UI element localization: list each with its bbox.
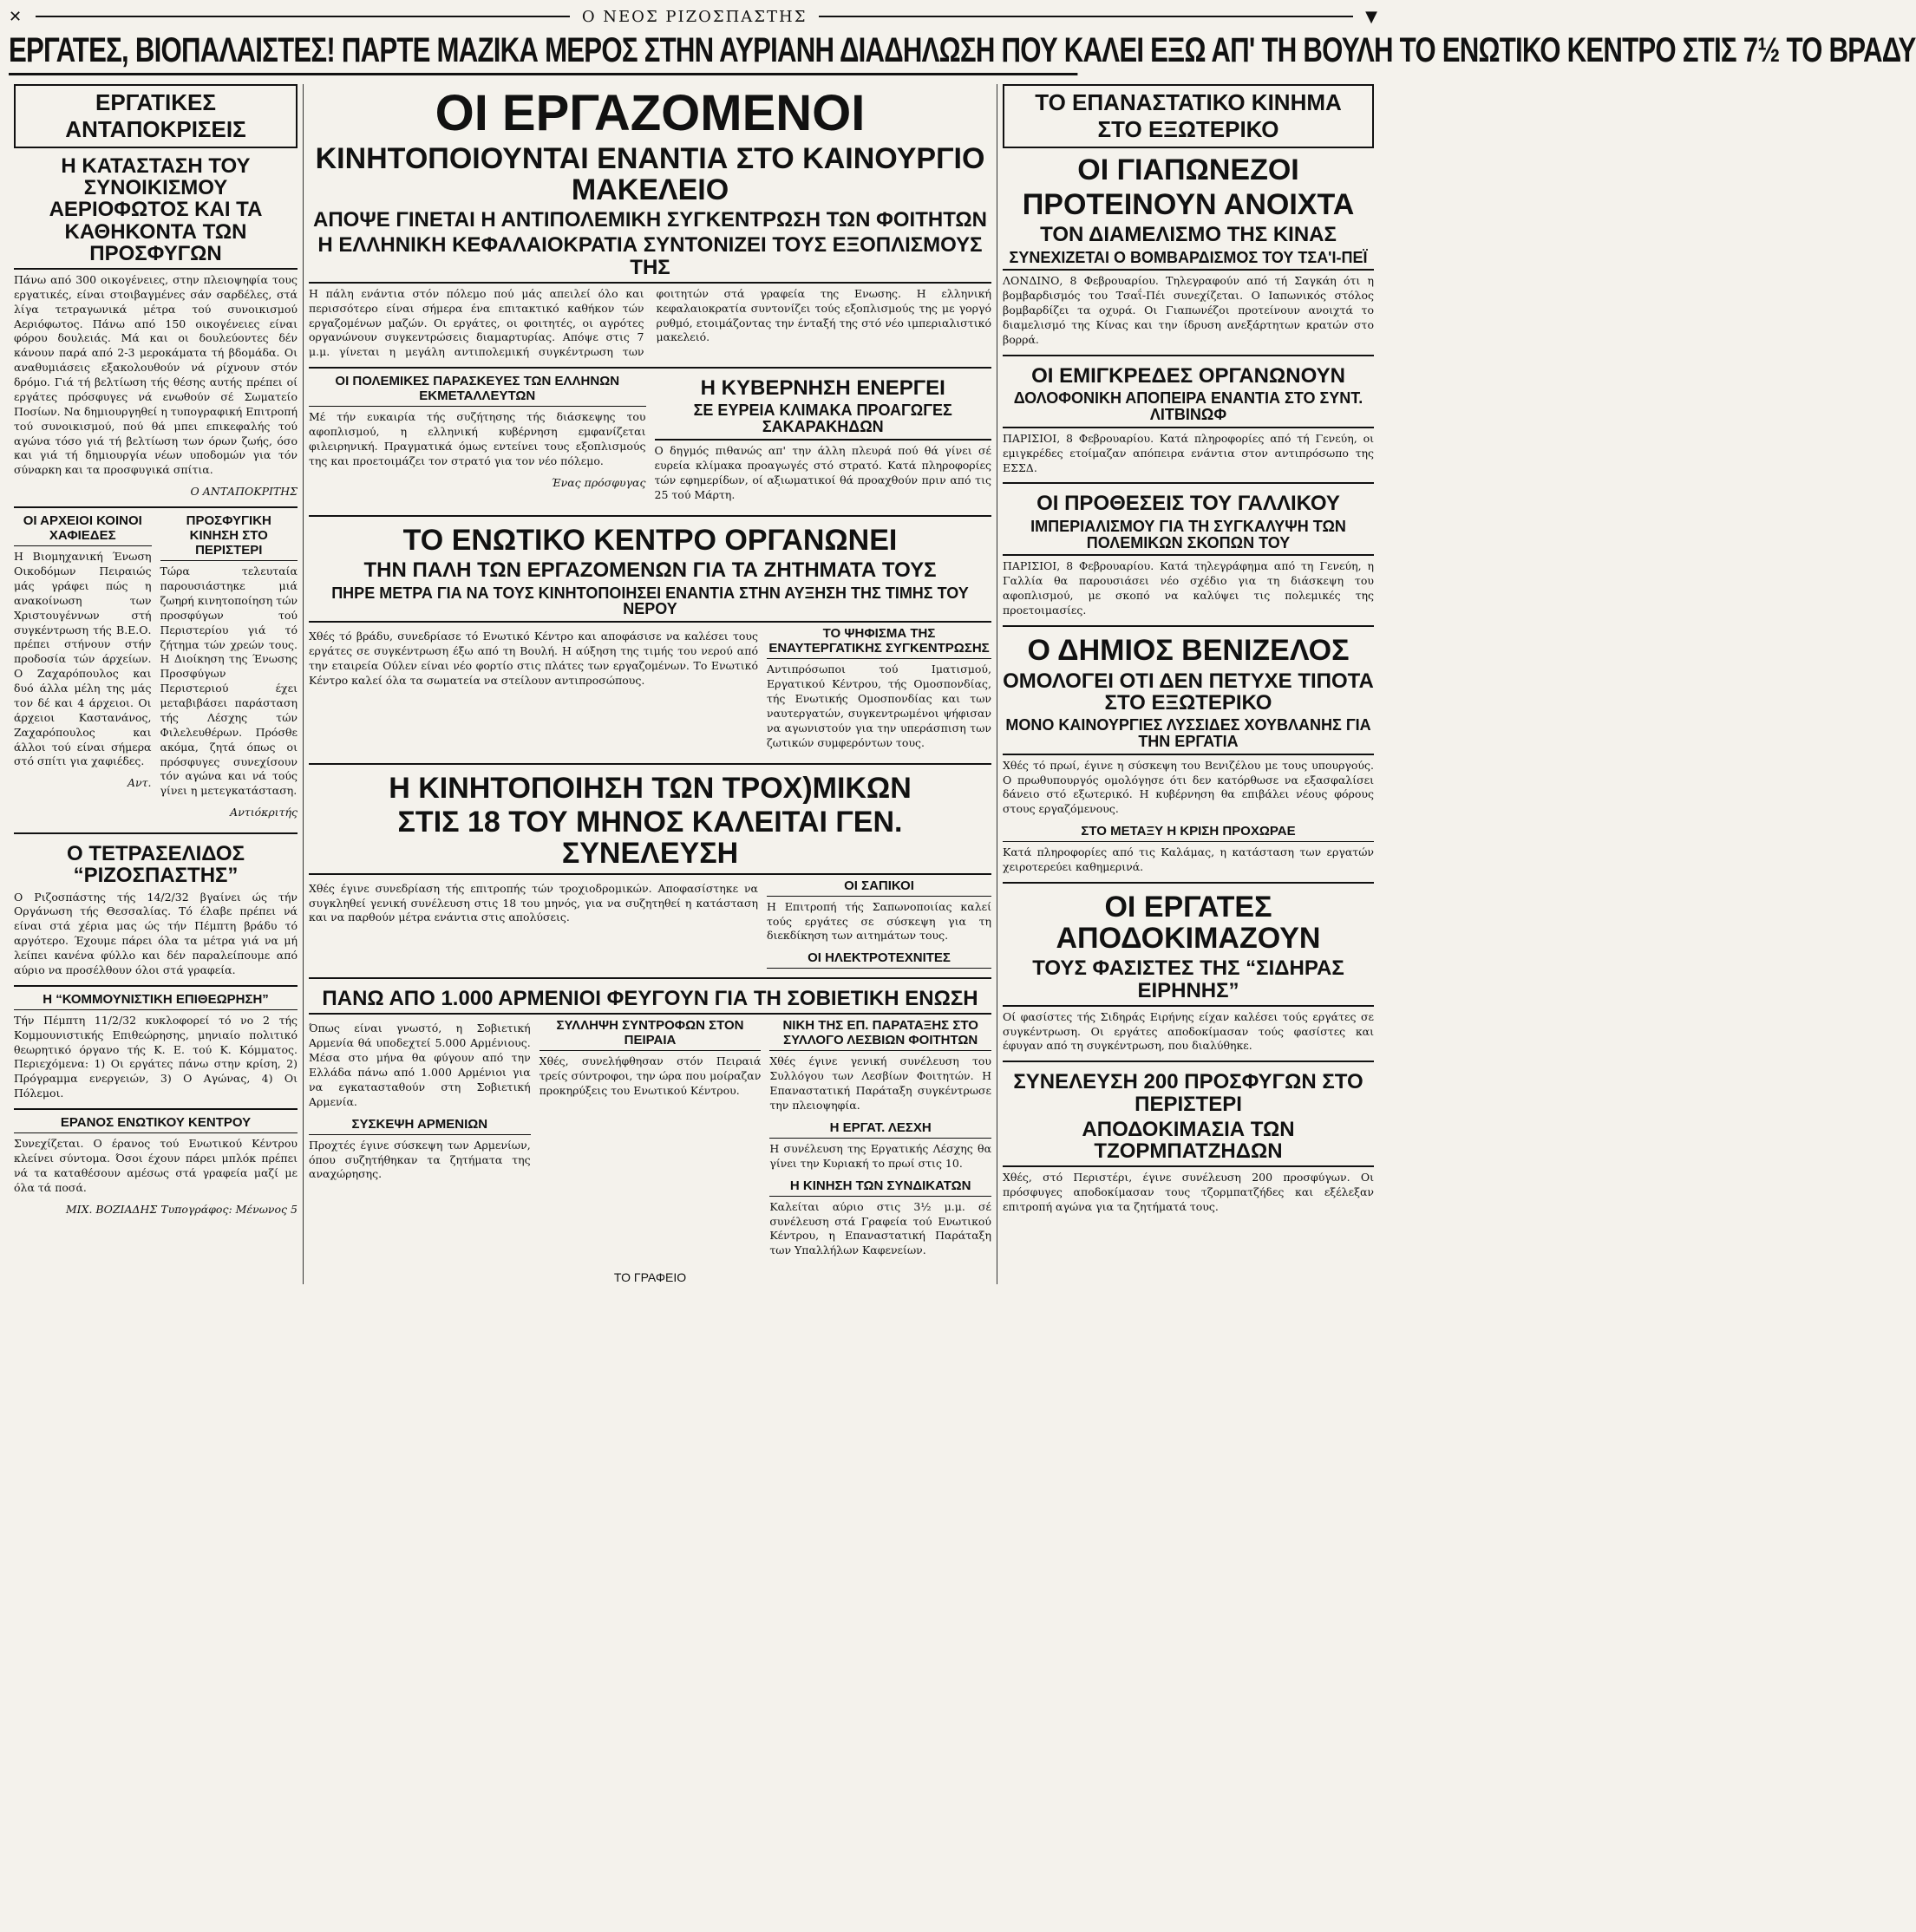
syllipsi <box>539 1018 762 1265</box>
syskepsi-title: ΣΥΣΚΕΨΗ ΑΡΜΕΝΙΩΝ <box>309 1117 531 1135</box>
ek-article <box>309 515 991 758</box>
jp-body: ΛΟΝΔΙΝΟ, 8 Φεβρουαρίου. Τηλεγραφούν από τή Σαγκάη ότι η βομβαρδισμός του Τσαΐ-Πέι συνεχίζεται. Ο Ιαπωνικός στόλος βομβαρδίζει τα οχυρά. Οι Γιαπωνέζοι προτείνουν ανοιχτά το διαμελισμό της Κίνας και την ίδρυση ανεξάρτητων κρατών στο βορρά. <box>1003 274 1374 346</box>
gall-subtitle: ΙΜΠΕΡΙΑΛΙΣΜΟΥ ΓΙΑ ΤΗ ΣΥΓΚΑΛΥΨΗ ΤΩΝ ΠΟΛΕΜΙΚΩΝ ΣΚΟΠΩΝ ΤΟΥ <box>1003 519 1374 557</box>
sapikoi-body: Η Επιτροπή τής Σαπωνοποιίας καλεί τούς εργάτες σε σύσκεψη για τη διεκδίκηση των αιτημάτων τους. <box>767 899 991 943</box>
armenians-col <box>309 1018 531 1265</box>
syndikata-body: Καλείται αύριο στις 3½ μ.μ. σέ συνέλευση στά Γραφεία τού Ενωτικού Κέντρου, η Επαναστατική Παράταξη των Υπαλλήλων Καφενείων. <box>769 1199 992 1257</box>
sapikoi <box>767 878 991 973</box>
armenians-article <box>309 977 991 1284</box>
box-title: ΟΙ ΠΟΛΕΜΙΚΕΣ ΠΑΡΑΣΚΕΥΕΣ ΤΩΝ ΕΛΛΗΝΩΝ ΕΚΜΕΤΑΛΛΕΥΤΩΝ <box>309 374 646 407</box>
article3-body: Τώρα τελευταία παρουσιάστηκε μιά ζωηρή κινητοποίηση τών προσφύγων τού Περιστερίου γιά τό ζήτημα τών χρεών τους. Η Διοίκηση της Ένωσης Προσφύγων Περιστεριού έχει μεταβιβάσει παράσταση τής Λέσχης τών Φιλελευθέρων. Πρόσθε ακόμα, ζητά όπως οι πρόσφυγες συνεχίσουν τόν αγώνα και νά τούς γίνει η μετεγκατάσταση. <box>160 565 298 798</box>
ek-row <box>309 626 991 757</box>
article5-title: Η “ΚΟΜΜΟΥΝΙΣΤΙΚΗ ΕΠΙΘΕΩΡΗΣΗ” <box>14 992 298 1010</box>
masthead-rule-right <box>819 16 1353 17</box>
masthead-mark-right: ▼ <box>1365 7 1380 26</box>
fasc-subtitle: ΤΟΥΣ ΦΑΣΙΣΤΕΣ ΤΗΣ “ΣΙΔΗΡΑΣ ΕΙΡΗΝΗΣ” <box>1003 957 1374 1006</box>
article6-body: Συνεχίζεται. Ο έρανος τού Ενωτικού Κέντρου κλείνει σύντομα. Όσοι έχουν πάρει μπλόκ πρέπει νά τα καταθέσουν αμέσως στά γραφεία μαζί με όλα τά ποσά. <box>14 1137 298 1194</box>
veniz-body: Χθές τό πρωί, έγινε η σύσκεψη του Βενιζέλου με τους υπουργούς. Ο πρωθυπουργός ομολόγησε ότι δεν κατόρθωσε να εξασφαλίσει δάνειο στό εξωτερικό. Η κυβέρνηση θα επιβάλει νέους φόρους στους εργαζόμενους. <box>1003 758 1374 816</box>
syllipsi-title: ΣΥΛΛΗΨΗ ΣΥΝΤΡΟΦΩΝ ΣΤΟΝ ΠΕΙΡΑΙΑ <box>539 1018 762 1051</box>
article5 <box>14 985 298 1101</box>
lesxi-title: Η ΕΡΓΑΤ. ΛΕΣΧΗ <box>769 1120 991 1139</box>
tzorb-body: Χθές, στό Περιστέρι, έγινε συνέλευση 200 προσφύγων. Οι πρόσφυγες αποδοκίμασαν τους τζορμπατζήδες και εξέλεξαν επιτροπή αγώνα για τα ζητήματά τους. <box>1003 1171 1374 1213</box>
armenians-body: Όπως είναι γνωστό, η Σοβιετική Αρμενία θά υποδεχτεί 5.000 Αρμένιους. Μέσα στο μήνα θα φύγουν από την Ελλάδα πάνω από 1.000 Αρμένιοι για να εγκατασταθούν στη Σοβιετική Αρμενία. <box>309 1021 531 1108</box>
columns <box>9 84 1379 1284</box>
left-column <box>9 84 304 1284</box>
gall-body: ΠΑΡΙΣΙΟΙ, 8 Φεβρουαρίου. Κατά τηλεγράφημα από τη Γενεύη, η Γαλλία θα παρουσιάσει νέο σχέδιο για τη διάσκεψη του αφοπλισμού, με σκοπό να καλύψει τις πολεμικές της προετοιμασίες. <box>1003 559 1374 617</box>
psifisma <box>767 626 991 757</box>
jp-subtitle-2: ΤΟΝ ΔΙΑΜΕΛΙΣΜΟ ΤΗΣ ΚΙΝΑΣ <box>1040 223 1337 247</box>
gov-subtitle: ΣΕ ΕΥΡΕΙΑ ΚΛΙΜΑΚΑ ΠΡΟΑΓΩΓΕΣ ΣΑΚΑΡΑΚΗΔΩΝ <box>655 402 992 441</box>
gall-title: ΟΙ ΠΡΟΘΕΣΕΙΣ ΤΟΥ ΓΑΛΛΙΚΟΥ <box>1036 492 1340 516</box>
veniz-article <box>1003 625 1374 875</box>
center-footer: ΤΟ ΓΡΑΦΕΙΟ <box>613 1270 687 1285</box>
masthead <box>9 5 1379 28</box>
veniz-subtitle: ΟΜΟΛΟΓΕΙ ΟΤΙ ΔΕΝ ΠΕΤΥΧΕ ΤΙΠΟΤΑ ΣΤΟ ΕΞΩΤΕΡΙΚΟ <box>1003 669 1374 715</box>
tzorb-article <box>1003 1061 1374 1214</box>
center-column <box>304 84 997 1284</box>
sapikoi-title: ΟΙ ΣΑΠΙΚΟΙ <box>767 878 991 897</box>
center-row-1 <box>309 367 991 509</box>
emigr-article <box>1003 355 1374 476</box>
box-sign: Ένας πρόσφυγας <box>551 475 646 489</box>
article6 <box>14 1108 298 1196</box>
veniz-subtitle-2: ΜΟΝΟ ΚΑΙΝΟΥΡΓΙΕΣ ΛΥΣΣΙΔΕΣ ΧΟΥΒΛΑΝΗΣ ΓΙΑ ΤΗΝ ΕΡΓΑΤΙΑ <box>1003 717 1374 755</box>
ek-body: Χθές τό βράδυ, συνεδρίασε τό Ενωτικό Κέντρο και αποφάσισε να καλέσει τους εργάτες σε συγκέντρωση έξω από τη Βουλή. Η αύξηση της τιμής του νερού από την εταιρεία Ούλεν είναι νέο φορτίο στις πλάτες των εργαζομένων. Το Ενωτικό Κέντρο καλεί όλα τα σωματεία να στείλουν αντιπροσώπους. <box>309 630 758 687</box>
krisi-body: Κατά πληροφορίες από τις Καλάμας, η κατάσταση των εργατών χειροτερεύει καθημερινά. <box>1003 845 1374 874</box>
ek-subtitle: ΤΗΝ ΠΑΛΗ ΤΩΝ ΕΡΓΑΖΟΜΕΝΩΝ ΓΙΑ ΤΑ ΖΗΤΗΜΑΤΑ ΤΟΥΣ <box>363 558 937 583</box>
ilektro-title: ΟΙ ΗΛΕΚΤΡΟΤΕΧΝΙΤΕΣ <box>767 950 991 969</box>
syndikata-title: Η ΚΙΝΗΣΗ ΤΩΝ ΣΥΝΔΙΚΑΤΩΝ <box>769 1178 991 1197</box>
lead-subtitle: ΚΙΝΗΤΟΠΟΙΟΥΝΤΑΙ ΕΝΑΝΤΙΑ ΣΤΟ ΚΑΙΝΟΥΡΓΙΟ ΜΑΚΕΛΕΙΟ <box>315 141 985 206</box>
article1-title: Η ΚΑΤΑΣΤΑΣΗ ΤΟΥ ΣΥΝΟΙΚΙΣΜΟΥ ΑΕΡΙΟΦΩΤΟΣ ΚΑΙ ΤΑ ΚΑΘΗΚΟΝΤΑ ΤΩΝ ΠΡΟΣΦΥΓΩΝ <box>14 155 298 270</box>
niki-body: Χθές έγινε γενική συνέλευση του Συλλόγου των Λεσβίων Φοιτητών. Η Επαναστατική Παράταξη συγκέντρωσε την πλειοψηφία. <box>769 1054 992 1113</box>
fasc-title: ΟΙ ΕΡΓΑΤΕΣ ΑΠΟΔΟΚΙΜΑΖΟΥΝ <box>1056 890 1321 955</box>
box-body: Μέ τήν ευκαιρία τής συζήτησης τής διάσκεψης του αφοπλισμού, η ελληνική κυβέρνηση εμφανίζεται φιλειρηνική. Πραγματικά όμως εντείνει τους εξοπλισμούς της και προετοιμάζει τον στρατό για τον νέο πόλεμο. <box>309 410 646 467</box>
article4 <box>14 832 298 978</box>
syneleusi-title: ΣΥΝΕΛΕΥΣΗ 200 ΠΡΟΣΦΥΓΩΝ ΣΤΟ ΠΕΡΙΣΤΕΡΙ <box>1013 1070 1363 1116</box>
article1-body: Πάνω από 300 οικογένειες, στην πλειοψηφία τους εργατικές, είναι στοιβαγμένες σάν σαρδέλες, στά λίγα τετραγωνικά μέτρα τού συνοικισμού Αεριόφωτος. Πάνω από 150 οικογένειες είναι φόρου δουλειάς. Μά και οι δουλεύοντες δέν κάνουν παρά από 2-3 μεροκάματα τή βδομάδα. Οι αναθυμιάσεις εξακολουθούν νά ρίχνουν στόν δρόμο. Γιά τή βελτίωση τής θέσης αυτής πρέπει οί εργάτες πρόσφυγες νά ενωθούν σέ Σωματείο Ποσίων. Να δημιουργηθεί η τυπογραφική Επιτροπή τού συνοικισμού, πού θά μπει επικεφαλής τού αγώνα τόσο γιά τή βελτίωση των όρων ζωής, όσο και γιά τή δημιουργία νέων υποδομών για τόν σύναρκη και τα προσφυγικά σπίτια. <box>14 272 298 477</box>
article3 <box>160 513 298 827</box>
left-section-title: ΕΡΓΑΤΙΚΕΣ ΑΝΤΑΠΟΚΡΙΣΕΙΣ <box>14 84 298 148</box>
right-section-title: ΤΟ ΕΠΑΝΑΣΤΑΤΙΚΟ ΚΙΝΗΜΑ ΣΤΟ ΕΞΩΤΕΡΙΚΟ <box>1003 84 1374 148</box>
article6-title: ΕΡΑΝΟΣ ΕΝΩΤΙΚΟΥ ΚΕΝΤΡΟΥ <box>14 1115 298 1133</box>
ek-title: ΤΟ ΕΝΩΤΙΚΟ ΚΕΝΤΡΟ ΟΡΓΑΝΩΝΕΙ <box>402 523 898 557</box>
gov-body: Ο δηγμός πιθανώς απ' την άλλη πλευρά πού θά γίνει σέ ευρεία κλίμακα προαγωγές στό στρατό. Κατά πληροφορίες τών εφημερίδων, οί αξιωματικοί θά προαχθούν πριν από τις 25 τού Μάρτη. <box>654 444 991 501</box>
masthead-mark-left: ✕ <box>9 7 24 26</box>
gov-title: Η ΚΥΒΕΡΝΗΣΗ ΕΝΕΡΓΕΙ <box>700 376 945 401</box>
gall-article <box>1003 482 1374 617</box>
article4-body: Ο Ριζοσπάστης τής 14/2/32 βγαίνει ώς τήν Οργάνωση τής Θεσσαλίας. Τό έλαβε πρέπει νά είναι στά χέρια μας ώς τήν Πέμπτη βράδυ τό αργότερο. Έχουμε πάρει όλα τα μέτρα γιά να μή λείπει κανένα φύλλο και δέν παραλείπουμε από αύριο να προσέλθουν όλοι στά γραφεία. <box>14 890 298 976</box>
fasc-body: Οί φασίστες τής Σιδηράς Ειρήνης είχαν καλέσει τούς εργάτες σε συγκέντρωση. Οι εργάτες αποδοκίμασαν τούς φασίστες και έφυγαν από τη συγκέντρωση, που διαλύθηκε. <box>1003 1009 1374 1053</box>
syskepsi-body: Προχτές έγινε σύσκεψη των Αρμενίων, όπου συζητήθηκαν τα ζητήματα της αναχώρησης. <box>309 1138 531 1181</box>
lead-body: Η πάλη ενάντια στόν πόλεμο πού μάς απειλεί όλο και περισσότερο είναι σήμερα ένα επιτακτικό καθήκον τών εργαζομένων μαζών. Οι εργάτες, οι φοιτητές, οι αγρότες οργανώνουν συγκεντρώσεις διαμαρτυρίας. Απόψε στις 7 μ.μ. γίνεται η μεγάλη αντιπολεμική συγκέντρωση των φοιτητών στά γραφεία της Ενωσης. Η ελληνική κεφαλαιοκρατία συντονίζει τούς εξοπλισμούς της με γοργό ρυθμό, ετοιμάζοντας την ένταξή της στό νέο ιμπεριαλιστικό μακελειό. <box>309 286 991 359</box>
fasc-article <box>1003 882 1374 1054</box>
right-column <box>997 84 1379 1284</box>
lead-title: ΟΙ ΕΡΓΑΖΟΜΕΝΟΙ <box>435 85 866 141</box>
jp-subtitle-3: ΣΥΝΕΧΙΖΕΤΑΙ Ο ΒΟΜΒΑΡΔΙΣΜΟΣ ΤΟΥ ΤΣΑ'Ι-ΠΕΪ <box>1003 250 1374 271</box>
trox-article <box>309 763 991 973</box>
niki <box>769 1018 991 1265</box>
article2-sign: Αντ. <box>127 776 152 790</box>
emigr-title: ΟΙ ΕΜΙΓΚΡΕΔΕΣ ΟΡΓΑΝΩΝΟΥΝ <box>1031 363 1345 388</box>
armenians-row <box>309 1018 991 1265</box>
emigr-subtitle: ΔΟΛΟΦΟΝΙΚΗ ΑΠΟΠΕΙΡΑ ΕΝΑΝΤΙΑ ΣΤΟ ΣΥΝΤ. ΛΙΤΒΙΝΩΦ <box>1003 390 1374 428</box>
banner-headline: ΕΡΓΑΤΕΣ, ΒΙΟΠΑΛΑΙΣΤΕΣ! ΠΑΡΤΕ ΜΑΖΙΚΑ ΜΕΡΟΣ ΣΤΗΝ ΑΥΡΙΑΝΗ ΔΙΑΔΗΛΩΣΗ ΠΟΥ ΚΑΛΕΙ ΕΞΩ ΑΠ' ΤΗ ΒΟΥΛΗ ΤΟ ΕΝΩΤΙΚΟ ΚΕΝΤΡΟ ΣΤΙΣ 7½ ΤΟ ΒΡΑΔΥ <box>9 28 1077 75</box>
psifisma-body: Αντιπρόσωποι τού Ιματισμού, Εργατικού Κέντρου, τής Ομοσπονδίας, τής Ενωτικής Ομοσπονδίας και των ναυτεργατών, συγκεντρωμένοι ψήφισαν να αγωνιστούν για την υπεράσπιση των ζωτικών συμφερόντων τους. <box>767 662 991 749</box>
article2-body: Η Βιομηχανική Ένωση Οικοδόμων Πειραιώς μάς γράφει πώς η ανακοίνωση των Χριστουγέννων στή συγκέντρωση τής Β.Ε.Ο. πρέπει στήνουν στήν προδοσία τών άρχείων. Ο Ζαχαρόπουλος και δυό άλλα μέλη της μάς τον δέ και 4 άρχειοι. Οι άρχειοι Καστανάνος, Ζαχαρόπουλος και άλλοι τού είναι σήμερα στό σπίτι για χαφιέδες. <box>14 550 152 768</box>
veniz-title: Ο ΔΗΜΙΟΣ ΒΕΝΙΖΕΛΟΣ <box>1027 633 1350 667</box>
article5-body: Τήν Πέμπτη 11/2/32 κυκλοφορεί τό νο 2 τής Κομμουνιστικής Επιθεώρησης, μηνιαίο πολιτικό θεωρητικό όργανο τής Κ. Ε. τού Κ. Κόμματος. Περιεχόμενα: 1) Οι εργάτες πάνω στην κρίση, 2) Πρόγραμμα ενεργειών, 3) Ο Αγώνας, 4) Οι Πόλεμοι. <box>14 1013 298 1100</box>
lead-subtitle-3: Η ΕΛΛΗΝΙΚΗ ΚΕΦΑΛΑΙΟΚΡΑΤΙΑ ΣΥΝΤΟΝΙΖΕΙ ΤΟΥΣ ΕΞΟΠΛΙΣΜΟΥΣ ΤΗΣ <box>309 234 991 283</box>
emigr-body: ΠΑΡΙΣΙΟΙ, 8 Φεβρουαρίου. Κατά πληροφορίες από τή Γενεύη, οι εμιγκρέδες ετοίμαζαν απόπειρα ενάντια στον αντιπρόσωπο της ΕΣΣΔ. <box>1003 431 1374 474</box>
psifisma-title: ΤΟ ΨΗΦΙΣΜΑ ΤΗΣ ΕΝΑΥΤΕΡΓΑΤΙΚΗΣ ΣΥΓΚΕΝΤΡΩΣΗΣ <box>767 626 991 659</box>
lesxi-body: Η συνέλευση της Εργατικής Λέσχης θα γίνει την Κυριακή το πρωί στις 10. <box>769 1141 992 1170</box>
article2-title: ΟΙ ΑΡΧΕΙΟΙ ΚΟΙΝΟΙ ΧΑΦΙΕΔΕΣ <box>14 513 152 546</box>
article4-title: Ο ΤΕΤΡΑΣΕΛΙΔΟΣ “ΡΙΖΟΣΠΑΣΤΗΣ” <box>67 842 245 888</box>
article2 <box>14 513 152 827</box>
left-row-2 <box>14 506 298 827</box>
tzorb-title: ΑΠΟΔΟΚΙΜΑΣΙΑ ΤΩΝ ΤΖΟΡΜΠΑΤΖΗΔΩΝ <box>1003 1119 1374 1167</box>
trox-row <box>309 878 991 973</box>
jp-subtitle: ΠΡΟΤΕΙΝΟΥΝ ΑΝΟΙΧΤΑ <box>1022 187 1355 221</box>
article3-title: ΠΡΟΣΦΥΓΙΚΗ ΚΙΝΗΣΗ ΣΤΟ ΠΕΡΙΣΤΕΡΙ <box>160 513 298 561</box>
armenians-title: ΠΑΝΩ ΑΠΟ 1.000 ΑΡΜΕΝΙΟΙ ΦΕΥΓΟΥΝ ΓΙΑ ΤΗ ΣΟΒΙΕΤΙΚΗ ΕΝΩΣΗ <box>309 988 991 1015</box>
paper-name: Ο ΝΕΟΣ ΡΙΖΟΣΠΑΣΤΗΣ <box>581 7 808 26</box>
trox-title: Η ΚΙΝΗΤΟΠΟΙΗΣΗ ΤΩΝ ΤΡΟΧ)ΜΙΚΩΝ <box>389 771 912 805</box>
syllipsi-body: Χθές, συνελήφθησαν στόν Πειραιά τρείς σύντροφοι, την ώρα που μοίραζαν προκηρύξεις του Ενωτικού Κέντρου. <box>539 1054 762 1098</box>
article3-sign: Αντιόκριτής <box>230 806 298 819</box>
box-article <box>309 374 646 509</box>
jp-title: ΟΙ ΓΙΑΠΩΝΕΖΟΙ <box>1077 153 1299 186</box>
krisi-title: ΣΤΟ ΜΕΤΑΞΥ Η ΚΡΙΣΗ ΠΡΟΧΩΡΑΕ <box>1003 824 1374 842</box>
article1-sign: Ο ΑΝΤΑΠΟΚΡΙΤΗΣ <box>190 485 298 499</box>
lead-subtitle-2: ΑΠΟΨΕ ΓΙΝΕΤΑΙ Η ΑΝΤΙΠΟΛΕΜΙΚΗ ΣΥΓΚΕΝΤΡΩΣΗ ΤΩΝ ΦΟΙΤΗΤΩΝ <box>313 208 987 232</box>
gov-article <box>655 374 992 509</box>
trox-subtitle: ΣΤΙΣ 18 ΤΟΥ ΜΗΝΟΣ ΚΑΛΕΙΤΑΙ ΓΕΝ. ΣΥΝΕΛΕΥΣΗ <box>309 807 991 874</box>
ek-subtitle-2: ΠΗΡΕ ΜΕΤΡΑ ΓΙΑ ΝΑ ΤΟΥΣ ΚΙΝΗΤΟΠΟΙΗΣΕΙ ΕΝΑΝΤΙΑ ΣΤΗΝ ΑΥΞΗΣΗ ΤΗΣ ΤΙΜΗΣ ΤΟΥ ΝΕΡΟΥ <box>309 585 991 623</box>
trox-body: Χθές έγινε συνεδρίαση τής επιτροπής τών τροχιοδρομικών. Αποφασίστηκε να συγκληθεί γενική συνέλευση στις 18 του μηνός, για να συζητηθεί η κατάσταση και να παρθούν μέτρα ενάντια στις απολύσεις. <box>309 881 758 924</box>
masthead-rule-left <box>36 16 570 17</box>
left-bottom-sign: ΜΙΧ. ΒΟΖΙΑΔΗΣ Τυπογράφος: Μένωνος 5 <box>65 1202 298 1216</box>
niki-title: ΝΙΚΗ ΤΗΣ ΕΠ. ΠΑΡΑΤΑΞΗΣ ΣΤΟ ΣΥΛΛΟΓΟ ΛΕΣΒΙΩΝ ΦΟΙΤΗΤΩΝ <box>769 1018 991 1051</box>
